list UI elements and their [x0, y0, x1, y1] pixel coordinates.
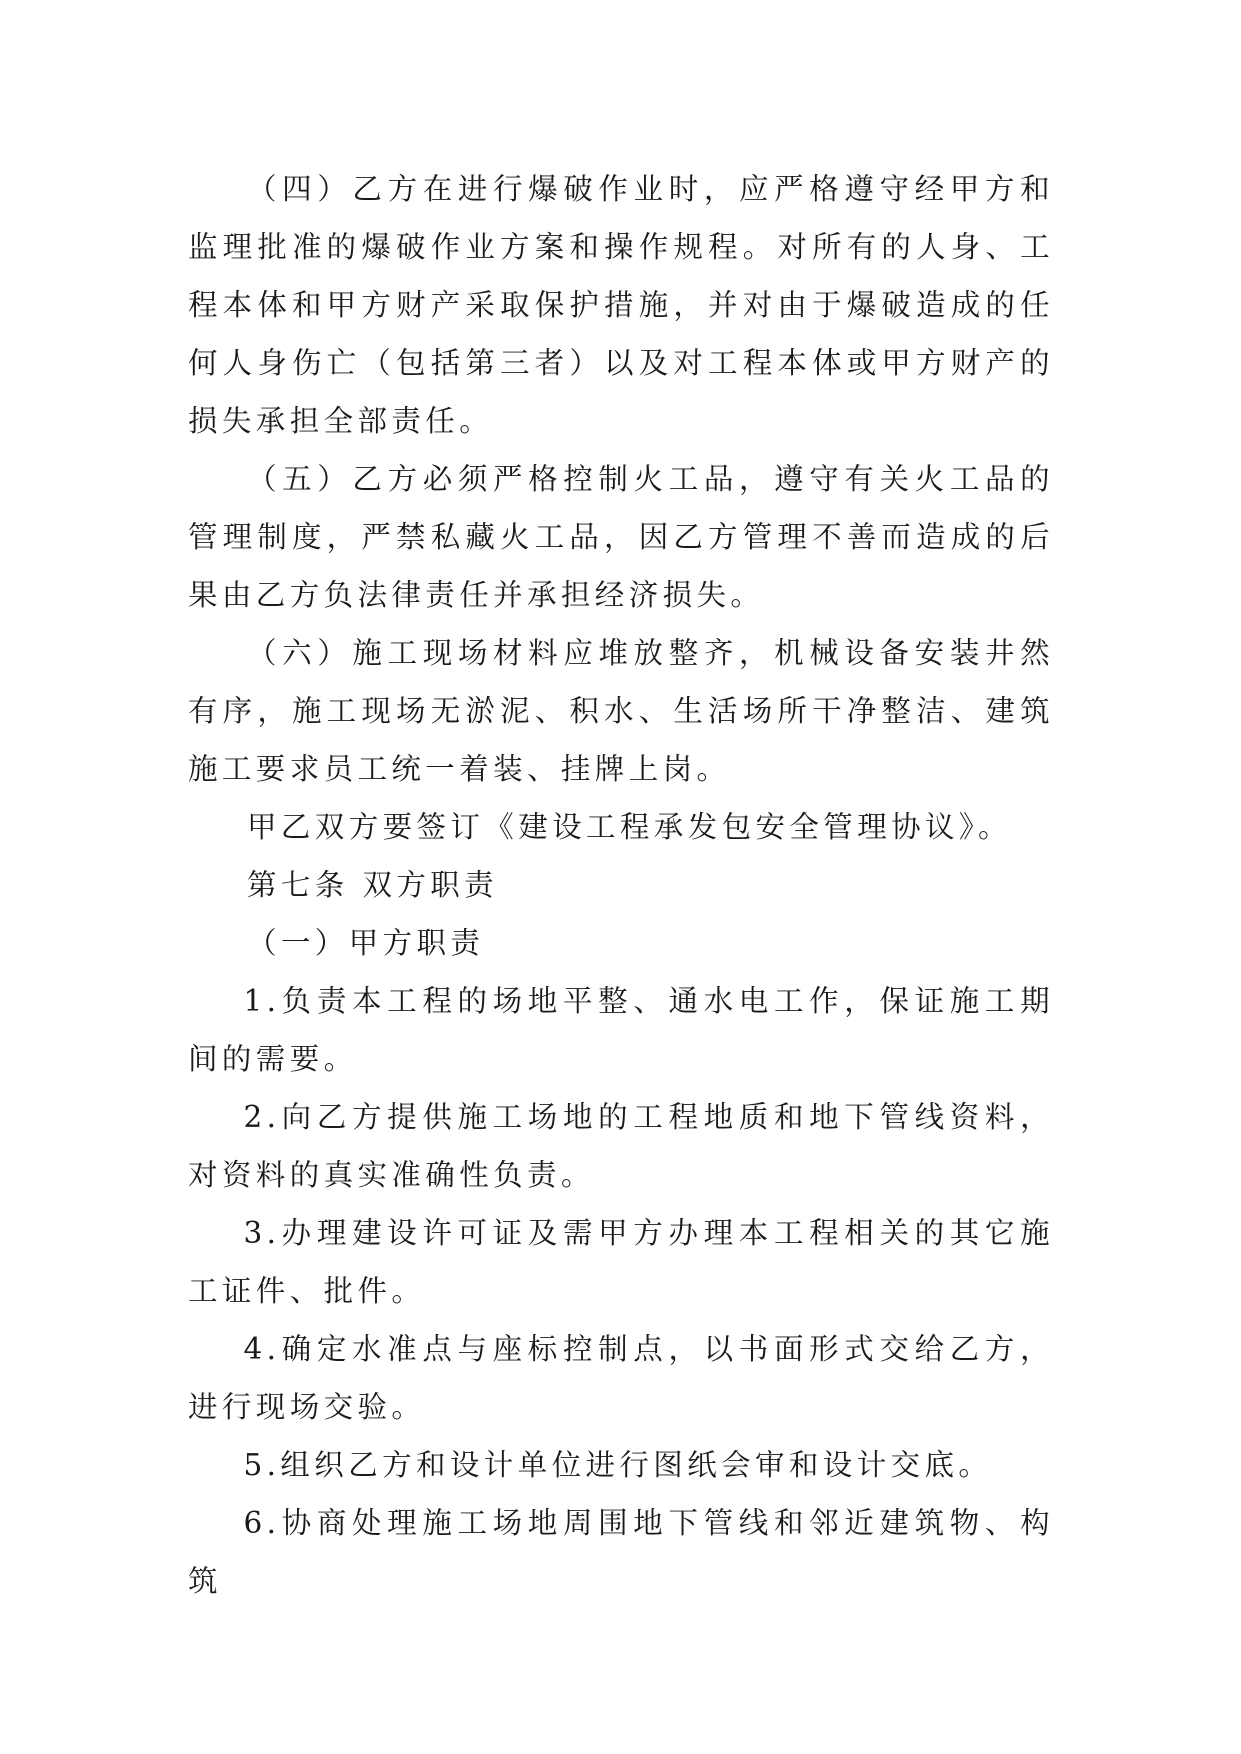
party-a-duties-heading: （一）甲方职责 [247, 926, 485, 960]
paragraph-safety-agreement: 甲乙双方要签订《建设工程承发包安全管理协议》。 [247, 810, 1012, 844]
duty-item-4: 4.确定水准点与座标控制点，以书面形式交给乙方，进行现场交验。 [188, 1332, 1054, 1424]
duty-item-6: 6.协商处理施工场地周围地下管线和邻近建筑物、构筑 [188, 1506, 1054, 1598]
document-body [188, 160, 1054, 1610]
duty-item-5: 5.组织乙方和设计单位进行图纸会审和设计交底。 [243, 1448, 993, 1482]
duty-item-1: 1.负责本工程的场地平整、通水电工作，保证施工期间的需要。 [188, 984, 1054, 1076]
paragraph-blasting-operations: （四）乙方在进行爆破作业时，应严格遵守经甲方和监理批准的爆破作业方案和操作规程。对所有的人身、工程本体和甲方财产采取保护措施，并对由于爆破造成的任何人身伤亡（包括第三者）以及对工程本体或甲方财产的损失承担全部责任。 [188, 172, 1054, 438]
article-seven-heading: 第七条 双方职责 [247, 868, 499, 902]
duty-item-2: 2.向乙方提供施工场地的工程地质和地下管线资料，对资料的真实准确性负责。 [188, 1100, 1054, 1192]
paragraph-site-order: （六）施工现场材料应堆放整齐，机械设备安装井然有序，施工现场无淤泥、积水、生活场所干净整洁、建筑施工要求员工统一着装、挂牌上岗。 [188, 636, 1054, 786]
duty-item-3: 3.办理建设许可证及需甲方办理本工程相关的其它施工证件、批件。 [188, 1216, 1054, 1308]
paragraph-explosives-control: （五）乙方必须严格控制火工品，遵守有关火工品的管理制度，严禁私藏火工品，因乙方管理不善而造成的后果由乙方负法律责任并承担经济损失。 [188, 462, 1054, 612]
